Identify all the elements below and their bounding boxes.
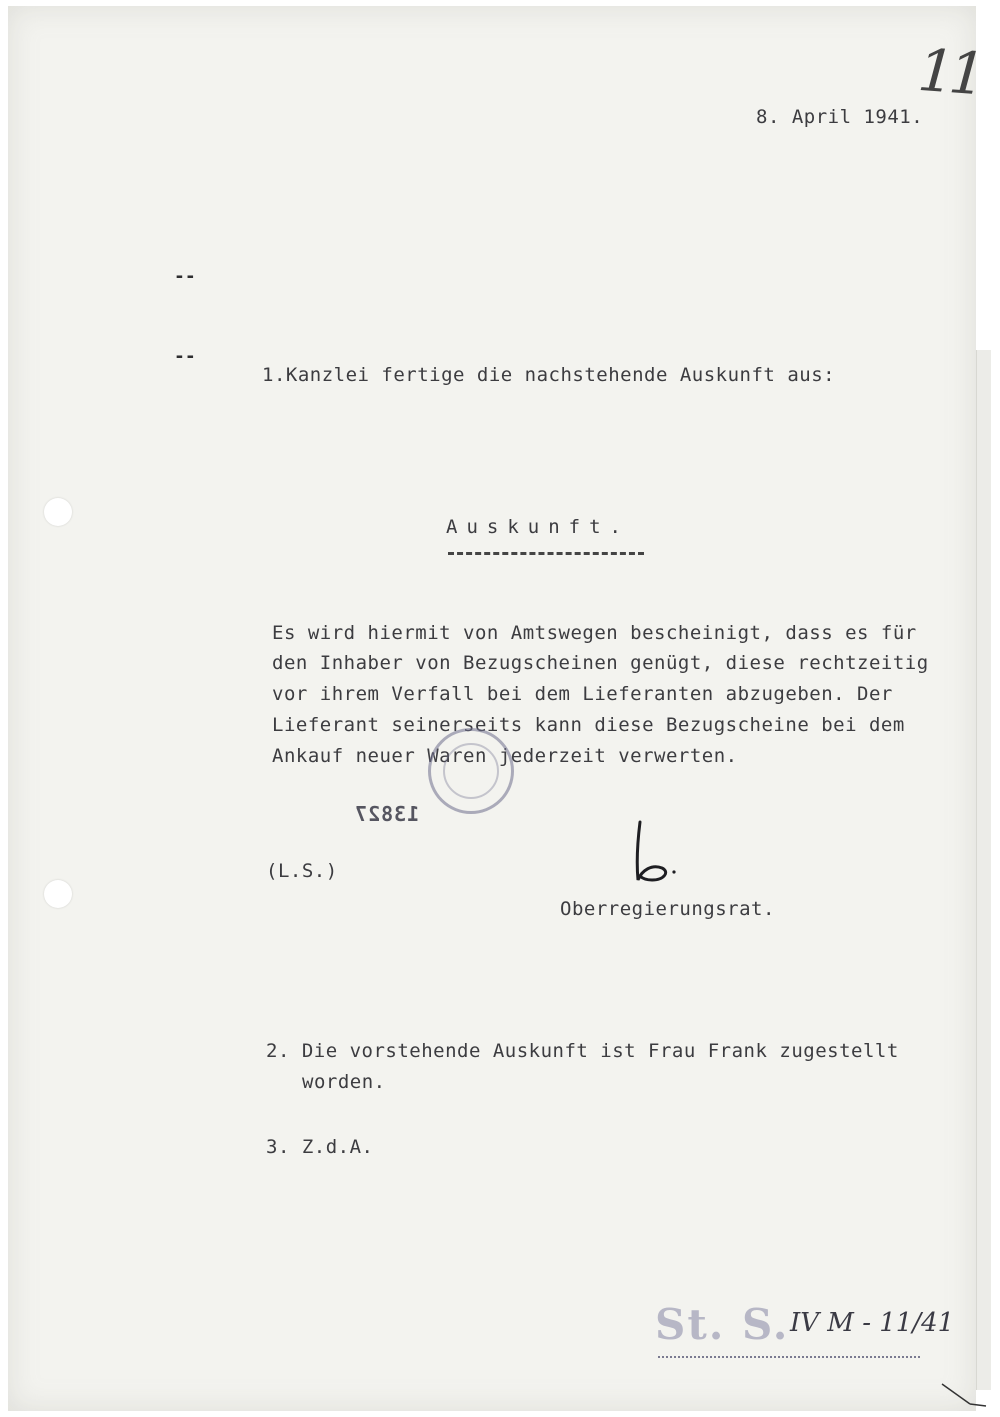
signatory-title: Oberregierungsrat. [560, 898, 775, 920]
punch-hole-bottom [44, 880, 72, 908]
instruction-item-1: 1.Kanzlei fertige die nachstehende Auskunft aus: [262, 364, 836, 386]
instruction-item-2-line-1: 2. Die vorstehende Auskunft ist Frau Frank zugestellt [266, 1040, 899, 1062]
body-line-2: den Inhaber von Bezugscheinen genügt, diese rechtzeitig [272, 652, 929, 674]
archive-reference: IV M - 11/41 [790, 1308, 955, 1338]
instruction-item-2-line-2: worden. [302, 1071, 386, 1093]
archive-stamp-line [658, 1356, 920, 1358]
body-line-4: Lieferant seinerseits kann diese Bezugscheine bei dem [272, 714, 905, 736]
body-line-5: Ankauf neuer Waren jederzeit verwerten. [272, 745, 738, 767]
document-page [8, 6, 976, 1411]
seal-note: (L.S.) [266, 860, 338, 882]
handwritten-signature [628, 818, 680, 888]
paper-edge [976, 350, 991, 1390]
heading-underline [448, 552, 644, 555]
mirrored-registry-number: 13827 [354, 802, 420, 826]
corner-tick-mark [940, 1380, 990, 1410]
document-date: 8. April 1941. [756, 106, 924, 128]
margin-dash-2: -- [174, 346, 196, 367]
body-line-1: Es wird hiermit von Amtswegen bescheinigt, dass es für [272, 622, 917, 644]
body-line-3: vor ihrem Verfall bei dem Lieferanten abzugeben. Der [272, 683, 893, 705]
archive-stamp-prefix: St. S. [655, 1300, 790, 1349]
auskunft-heading: Auskunft. [446, 516, 630, 538]
official-seal-stamp [428, 728, 514, 814]
instruction-item-3: 3. Z.d.A. [266, 1136, 374, 1158]
margin-dash-1: -- [174, 266, 196, 287]
folio-number: 11 [915, 35, 983, 109]
punch-hole-top [44, 498, 72, 526]
